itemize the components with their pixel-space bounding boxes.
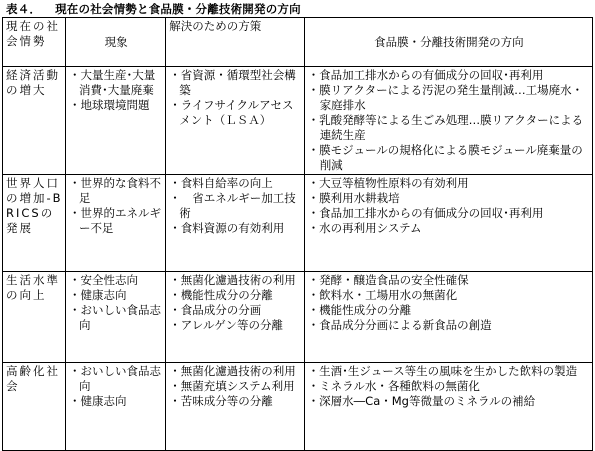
list-item: ・健康志向 <box>69 288 127 302</box>
directions-cell <box>304 175 592 272</box>
list-item: ・生酒･生ジュース等生の風味を生かした飲料の製造 <box>307 364 578 378</box>
phenomena-cell <box>66 67 166 175</box>
table-header-row <box>3 18 593 67</box>
directions-cell <box>304 363 592 451</box>
table-row <box>3 272 593 363</box>
list-item: ・おいしい食品志向 <box>69 303 162 332</box>
table-row <box>3 67 593 175</box>
list-item: ・深層水―Ca・Mg等微量のミネラルの補給 <box>307 394 536 408</box>
list-item: ・食料資源の有効利用 <box>169 221 285 235</box>
list-item: ・世界的エネルギー不足 <box>69 206 162 235</box>
directions-cell <box>304 67 592 175</box>
measures-cell <box>166 363 304 451</box>
list-item: ・無菌化濾過技術の利用 <box>169 273 296 287</box>
list-item: ・苦味成分等の分離 <box>169 394 273 408</box>
directions-cell <box>304 272 592 363</box>
list-item: ・無菌化濾過技術の利用 <box>169 364 296 378</box>
situation-cell: 生活水準の向上 <box>3 272 66 363</box>
list-item: ・膜リアクターによる汚泥の発生量削減…工場廃水・家庭排水 <box>307 83 584 112</box>
list-item: ・発酵・醸造食品の安全性確保 <box>307 273 469 287</box>
measures-cell <box>166 67 304 175</box>
list-item: ・膜利用水耕栽培 <box>307 191 400 205</box>
list-item: ・飲料水・工場用水の無菌化 <box>307 288 458 302</box>
situation-cell: 高齢化社会 <box>3 363 66 451</box>
list-item: ・安全性志向 <box>69 273 139 287</box>
data-table <box>2 17 593 451</box>
header-measures: 解決のための方策 <box>166 18 304 67</box>
list-item: ・ 省エネルギー加工技術 <box>169 191 296 220</box>
list-item: ・食品成分分画による新食品の創造 <box>307 318 492 332</box>
list-item: ・食品加工排水からの有価成分の回収･再利用 <box>307 206 544 220</box>
table-title: 現在の社会情勢と食品膜・分離技術開発の方向 <box>55 2 301 16</box>
situation-cell: 世界人口の増加-BRICSの発展 <box>3 175 66 272</box>
table-caption <box>6 1 301 17</box>
situation-cell: 経済活動の増大 <box>3 67 66 175</box>
phenomena-cell <box>66 363 166 451</box>
list-item: ・大豆等植物性原料の有効利用 <box>307 176 469 190</box>
measures-cell <box>166 272 304 363</box>
list-item: ・アレルゲン等の分離 <box>169 318 284 332</box>
list-item: ・乳酸発酵等による生ごみ処理…膜リアクターによる連続生産 <box>307 113 584 142</box>
list-item: ・食品加工排水からの有価成分の回収･再利用 <box>307 68 544 82</box>
phenomena-cell <box>66 175 166 272</box>
list-item: ・地球環境問題 <box>69 98 150 112</box>
table-row <box>3 175 593 272</box>
table-row <box>3 363 593 451</box>
list-item: ・膜モジュールの規格化による膜モジュール廃棄量の削減 <box>307 143 583 172</box>
list-item: ・省資源・循環型社会構築 <box>169 68 296 97</box>
measures-cell <box>166 175 304 272</box>
list-item: ・世界的な食料不足 <box>69 176 162 205</box>
list-item: ・大量生産･大量消費･大量廃棄 <box>69 68 156 97</box>
header-situation: 現在の社会情勢 <box>3 18 66 67</box>
list-item: ・機能性成分の分離 <box>169 288 273 302</box>
list-item: ・ライフサイクルアセスメント（ＬＳＡ） <box>169 98 294 127</box>
list-item: ・食料自給率の向上 <box>169 176 273 190</box>
list-item: ・機能性成分の分離 <box>307 303 412 317</box>
list-item: ・ミネラル水・各種飲料の無菌化 <box>307 379 480 393</box>
list-item: ・健康志向 <box>69 394 127 408</box>
phenomena-cell <box>66 272 166 363</box>
header-phenomena: 現象 <box>66 18 166 67</box>
list-item: ・水の再利用システム <box>307 221 422 235</box>
header-directions: 食品膜・分離技術開発の方向 <box>304 18 592 67</box>
list-item: ・おいしい食品志向 <box>69 364 162 393</box>
table-number: 表４． <box>6 2 42 16</box>
list-item: ・食品成分の分画 <box>169 303 262 317</box>
list-item: ・無菌充填システム利用 <box>169 379 295 393</box>
